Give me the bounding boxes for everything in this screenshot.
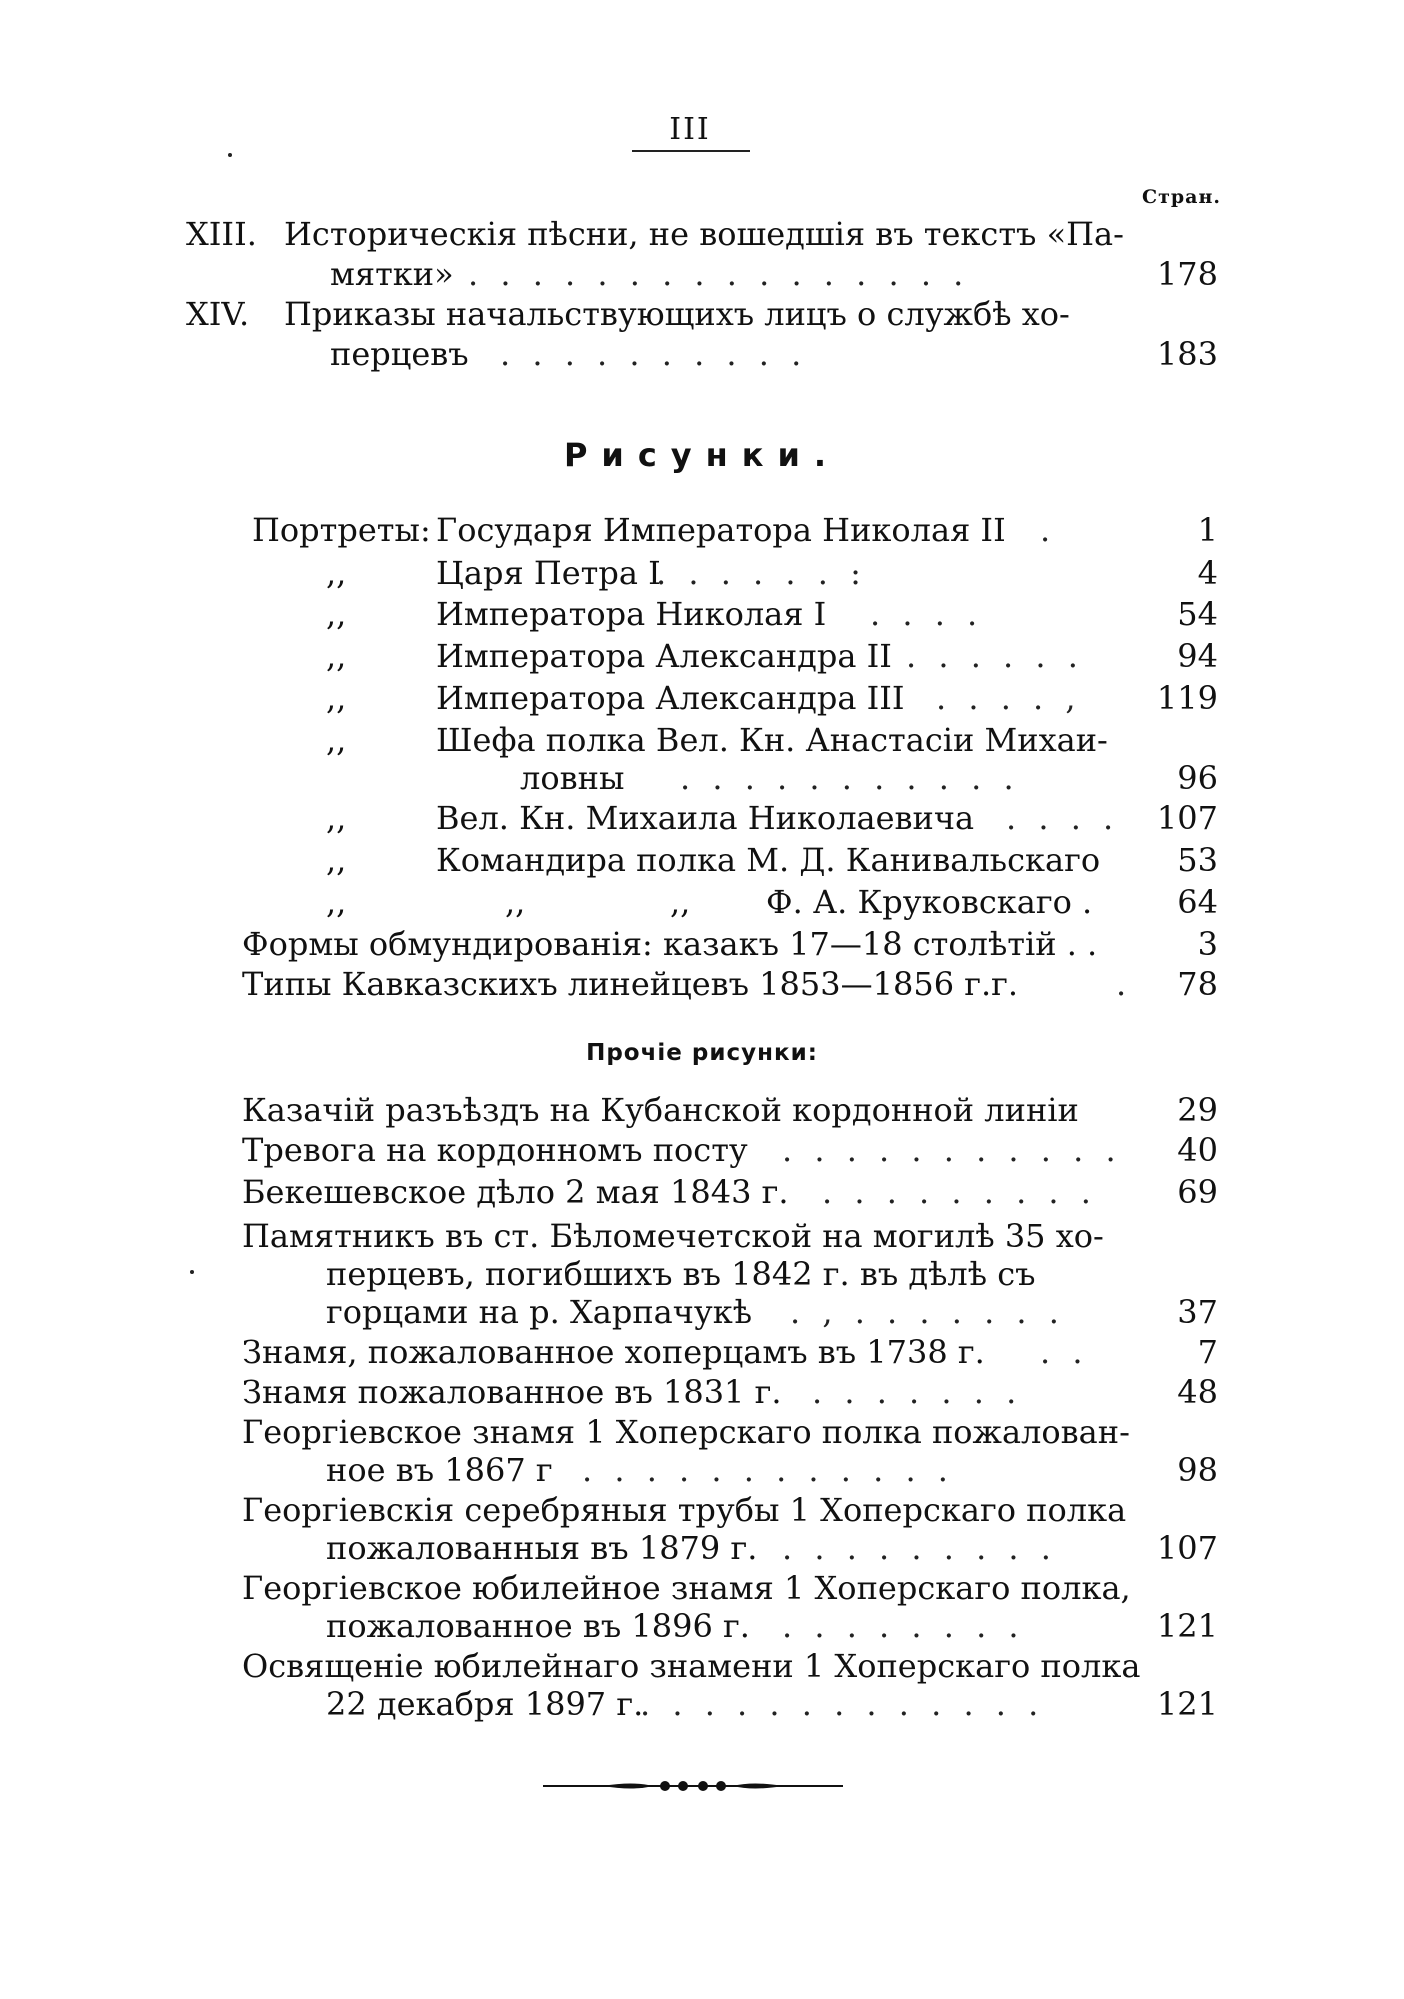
other-page: 40 bbox=[1177, 1131, 1218, 1169]
portrait-page: 1 bbox=[1197, 511, 1218, 549]
other-page: 7 bbox=[1197, 1333, 1218, 1371]
uniforms-entry bbox=[0, 924, 1404, 964]
print-speck bbox=[190, 1270, 194, 1274]
toc-entry-xiii-line1 bbox=[0, 214, 1404, 254]
portrait-page: 119 bbox=[1156, 679, 1218, 717]
dot-leader: . bbox=[1116, 965, 1133, 1003]
ditto-mark: ,, bbox=[326, 637, 347, 675]
toc-numeral: XIII. bbox=[186, 215, 257, 253]
other-title-continued: перцевъ, погибшихъ въ 1842 г. въ дѣлѣ съ bbox=[326, 1255, 1036, 1293]
ornament-dot bbox=[698, 1781, 708, 1791]
dot-leader: . . . . . . . . . bbox=[782, 1529, 1057, 1567]
ornament-dot bbox=[660, 1781, 670, 1791]
other-title: Освященіе юбилейнаго знамени 1 Хоперскаго полка bbox=[242, 1647, 1141, 1685]
other-title-continued: горцами на р. Харпачукѣ bbox=[326, 1293, 752, 1331]
dot-leader: . . . . . . . . . . . bbox=[680, 759, 1020, 797]
portraits-label: Портреты: bbox=[252, 511, 431, 549]
dot-leader: . . . . . . . . . . . . . bbox=[640, 1685, 1045, 1723]
other-title: Георгіевскія серебряныя трубы 1 Хоперскаго полка bbox=[242, 1491, 1127, 1529]
dot-leader: . . bbox=[1040, 1333, 1089, 1371]
other-title-continued: пожалованное въ 1896 г. bbox=[326, 1607, 750, 1645]
other-entry-continued bbox=[0, 1684, 1404, 1724]
other-entry bbox=[0, 1216, 1404, 1256]
other-title: Георгіевское знамя 1 Хоперскаго полка пожалован- bbox=[242, 1413, 1130, 1451]
toc-page: 183 bbox=[1156, 335, 1218, 373]
portrait-title: Императора Александра II bbox=[436, 637, 892, 675]
other-entry-continued bbox=[0, 1606, 1404, 1646]
portrait-title: Императора Николая I bbox=[436, 595, 827, 633]
other-page: 107 bbox=[1156, 1529, 1218, 1567]
portrait-page: 64 bbox=[1177, 883, 1218, 921]
dot-leader: . , . . . . . . . bbox=[790, 1293, 1065, 1331]
toc-entry-xiv-line1 bbox=[0, 294, 1404, 334]
ditto-mark: ,, bbox=[505, 883, 526, 921]
page-number: III bbox=[669, 112, 711, 147]
ditto-mark: ,, bbox=[670, 883, 691, 921]
other-entry-continued bbox=[0, 1292, 1404, 1332]
other-title-continued: ное въ 1867 г bbox=[326, 1451, 553, 1489]
dot-leader: . . . . bbox=[1006, 799, 1120, 837]
toc-title: Историческія пѣсни, не вошедшія въ текстъ «Па- bbox=[284, 215, 1124, 253]
page-column-header: Стран. bbox=[1141, 186, 1221, 208]
other-page: 29 bbox=[1177, 1091, 1218, 1129]
other-page: 37 bbox=[1177, 1293, 1218, 1331]
other-entry bbox=[0, 1130, 1404, 1170]
page-number-rule bbox=[632, 150, 750, 152]
portrait-entry bbox=[0, 720, 1404, 760]
dot-leader: . . . . . . . . bbox=[782, 1607, 1025, 1645]
ditto-mark: ,, bbox=[326, 595, 347, 633]
other-entry bbox=[0, 1172, 1404, 1212]
toc-entry-xiii-line2 bbox=[0, 254, 1404, 294]
dot-leader: . . . . . . . . . . . bbox=[782, 1131, 1122, 1169]
ditto-mark: ,, bbox=[326, 883, 347, 921]
portrait-title: Командира полка М. Д. Канивальскаго bbox=[436, 841, 1101, 879]
dot-leader: . . . . . . : bbox=[656, 554, 867, 592]
ditto-mark: ,, bbox=[326, 554, 347, 592]
ornament-dot bbox=[716, 1781, 726, 1791]
other-entry-continued bbox=[0, 1254, 1404, 1294]
types-page: 78 bbox=[1177, 965, 1218, 1003]
other-page: 121 bbox=[1156, 1607, 1218, 1645]
other-entry bbox=[0, 1490, 1404, 1530]
dot-leader: . . . . bbox=[870, 595, 984, 633]
other-entry bbox=[0, 1372, 1404, 1412]
other-title: Георгіевское юбилейное знамя 1 Хоперскаго полка, bbox=[242, 1569, 1131, 1607]
toc-page: 178 bbox=[1156, 255, 1218, 293]
portrait-page: 4 bbox=[1197, 554, 1218, 592]
dot-leader: . bbox=[1040, 511, 1057, 549]
portrait-entry-continued bbox=[0, 758, 1404, 798]
portrait-entry bbox=[0, 510, 1404, 550]
dot-leader: . . . . . . . . . . bbox=[500, 335, 808, 373]
portrait-page: 53 bbox=[1177, 841, 1218, 879]
other-page: 121 bbox=[1156, 1685, 1218, 1723]
portrait-page: 54 bbox=[1177, 595, 1218, 633]
portrait-title: Императора Александра III bbox=[436, 679, 905, 717]
ditto-mark: ,, bbox=[326, 799, 347, 837]
print-speck bbox=[228, 153, 232, 157]
toc-numeral: XIV. bbox=[186, 295, 250, 333]
dot-leader: . . . . . . bbox=[906, 637, 1084, 675]
other-entry-continued bbox=[0, 1528, 1404, 1568]
toc-title-continued: перцевъ bbox=[330, 335, 469, 373]
portrait-title: Ф. А. Круковскаго . bbox=[766, 883, 1093, 921]
uniforms-page: 3 bbox=[1197, 925, 1218, 963]
portrait-page: 107 bbox=[1156, 799, 1218, 837]
dot-leader: . . . . . . . . . . . . bbox=[582, 1451, 954, 1489]
portrait-entry bbox=[0, 882, 1404, 922]
other-title: Знамя пожалованное въ 1831 г. bbox=[242, 1373, 782, 1411]
ornament-dot bbox=[678, 1781, 688, 1791]
portrait-title-continued: ловны bbox=[520, 759, 625, 797]
other-entry bbox=[0, 1090, 1404, 1130]
section-heading-illustrations: Рисунки. bbox=[563, 436, 841, 474]
other-entry bbox=[0, 1412, 1404, 1452]
toc-entry-xiv-line2 bbox=[0, 334, 1404, 374]
types-title: Типы Кавказскихъ линейцевъ 1853—1856 г.г. bbox=[242, 965, 1019, 1003]
ditto-mark: ,, bbox=[326, 841, 347, 879]
other-title: Бекешевское дѣло 2 мая 1843 г. bbox=[242, 1173, 789, 1211]
ditto-mark: ,, bbox=[326, 721, 347, 759]
portrait-title: Вел. Кн. Михаила Николаевича bbox=[436, 799, 975, 837]
dot-leader: . . . . . . . . . bbox=[822, 1173, 1097, 1211]
portrait-entry bbox=[0, 553, 1404, 593]
dot-leader: . . . . . . . . . . . . . . . . bbox=[468, 255, 970, 293]
portrait-entry bbox=[0, 594, 1404, 634]
other-title: Тревога на кордонномъ посту bbox=[242, 1131, 748, 1169]
toc-title: Приказы начальствующихъ лицъ о службѣ хо- bbox=[284, 295, 1070, 333]
other-entry bbox=[0, 1646, 1404, 1686]
other-page: 69 bbox=[1177, 1173, 1218, 1211]
dot-leader: . . . . . . . bbox=[812, 1373, 1023, 1411]
other-page: 98 bbox=[1177, 1451, 1218, 1489]
portrait-entry bbox=[0, 840, 1404, 880]
other-title-continued: 22 декабря 1897 г. bbox=[326, 1685, 644, 1723]
ornament-flourish-left bbox=[603, 1784, 653, 1789]
other-title: Памятникъ въ ст. Бѣломечетской на могилѣ 35 хо- bbox=[242, 1217, 1104, 1255]
toc-title-continued: мятки» bbox=[330, 255, 454, 293]
uniforms-title: Формы обмундированія: казакъ 17—18 столѣтій . . bbox=[242, 925, 1098, 963]
dot-leader: . . . . , bbox=[936, 679, 1082, 717]
ditto-mark: ,, bbox=[326, 679, 347, 717]
portrait-title: Шефа полка Вел. Кн. Анастасіи Михаи- bbox=[436, 721, 1108, 759]
portrait-page: 96 bbox=[1177, 759, 1218, 797]
other-page: 48 bbox=[1177, 1373, 1218, 1411]
other-title: Казачій разъѣздъ на Кубанской кордонной линіи bbox=[242, 1091, 1079, 1129]
other-entry bbox=[0, 1568, 1404, 1608]
portrait-title: Государя Императора Николая II bbox=[436, 511, 1006, 549]
other-entry-continued bbox=[0, 1450, 1404, 1490]
ornament-divider bbox=[543, 1774, 843, 1798]
other-entry bbox=[0, 1332, 1404, 1372]
portrait-page: 94 bbox=[1177, 637, 1218, 675]
other-title-continued: пожалованныя въ 1879 г. bbox=[326, 1529, 758, 1567]
types-entry bbox=[0, 964, 1404, 1004]
portrait-entry bbox=[0, 678, 1404, 718]
portrait-entry bbox=[0, 798, 1404, 838]
portrait-entry bbox=[0, 636, 1404, 676]
portrait-title: Царя Петра I bbox=[436, 554, 661, 592]
other-title: Знамя, пожалованное хоперцамъ въ 1738 г. bbox=[242, 1333, 985, 1371]
ornament-flourish-right bbox=[733, 1784, 783, 1789]
section-heading-other-illustrations: Прочіе рисунки: bbox=[586, 1040, 818, 1066]
